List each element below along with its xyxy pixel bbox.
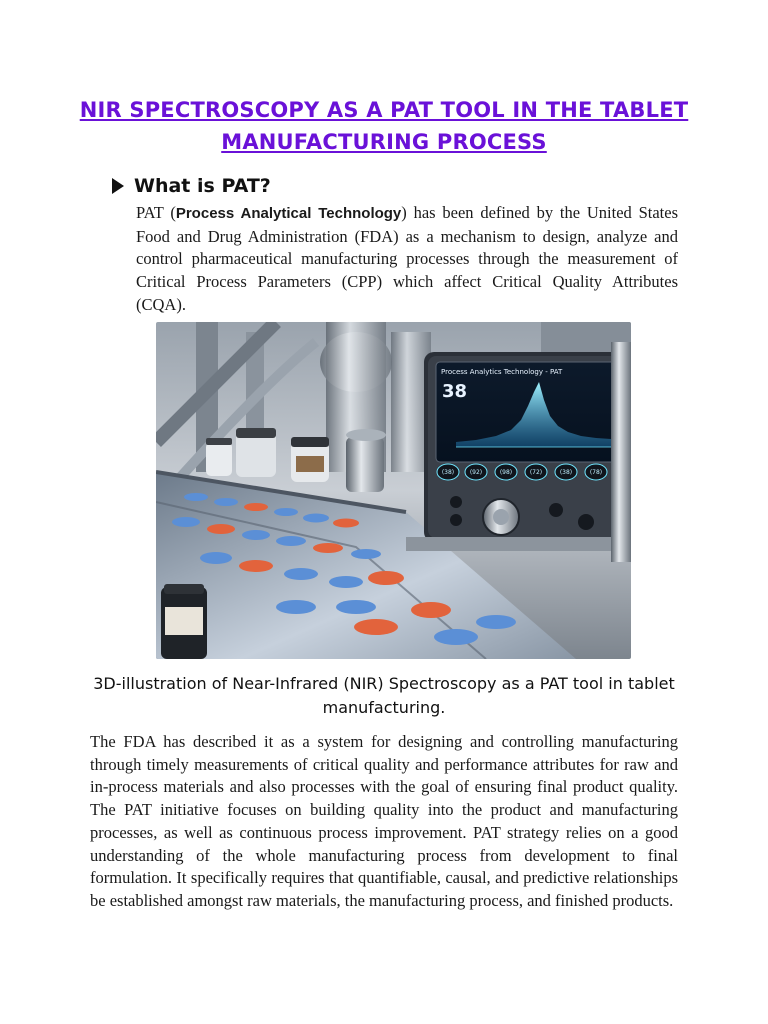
figure-caption: 3D-illustration of Near-Infrared (NIR) Spectroscopy as a PAT tool in tablet manufacturing. xyxy=(93,674,675,717)
nir-pat-illustration xyxy=(156,322,631,659)
pat-definition-paragraph xyxy=(136,202,678,317)
knob-label: (38) xyxy=(559,469,573,476)
knob-label: (38) xyxy=(441,469,455,476)
screen-title: Process Analytics Technology - PAT xyxy=(441,368,563,376)
arrow-bullet-icon xyxy=(112,178,124,194)
title-line-1: NIR SPECTROSCOPY AS A PAT TOOL IN THE TABLET xyxy=(79,98,689,122)
knob-label: (98) xyxy=(499,469,513,476)
title-line-2: MANUFACTURING PROCESS xyxy=(221,130,547,154)
knob-label: (78) xyxy=(589,469,603,476)
section-heading-what-is-pat xyxy=(112,172,271,200)
section-heading-text: What is PAT? xyxy=(134,175,271,197)
document-title xyxy=(60,94,708,158)
para1-after: ) has been defined by the United States Food and Drug Administration (FDA) as a mechanism to design, analyze and control pharmaceutical manufacturing processes through the measurement of Critical Process Parameters (CPP) which affect Critical Quality Attributes (CQA). xyxy=(136,203,679,314)
pat-full-form: Process Analytical Technology xyxy=(175,205,402,222)
knob-label: (72) xyxy=(529,469,543,476)
screen-value: 38 xyxy=(442,381,468,402)
fda-description-paragraph: The FDA has described it as a system for designing and controlling manufacturing through timely measurements of critical quality and performance attributes for raw and in-process materials and also processes with the goal of ensuring final product quality. The PAT initiative focuses on building quality into the product and manufacturing processes, as well as continuous process improvement. PAT strategy relies on a good understanding of the whole manufacturing process from development to final formulation. It specifically requires that quantifiable, causal, and predictive relationships be established amongst raw materials, the manufacturing process, and finished products. xyxy=(90,732,678,910)
knob-label: (92) xyxy=(469,469,483,476)
para1-before: PAT ( xyxy=(136,203,176,222)
